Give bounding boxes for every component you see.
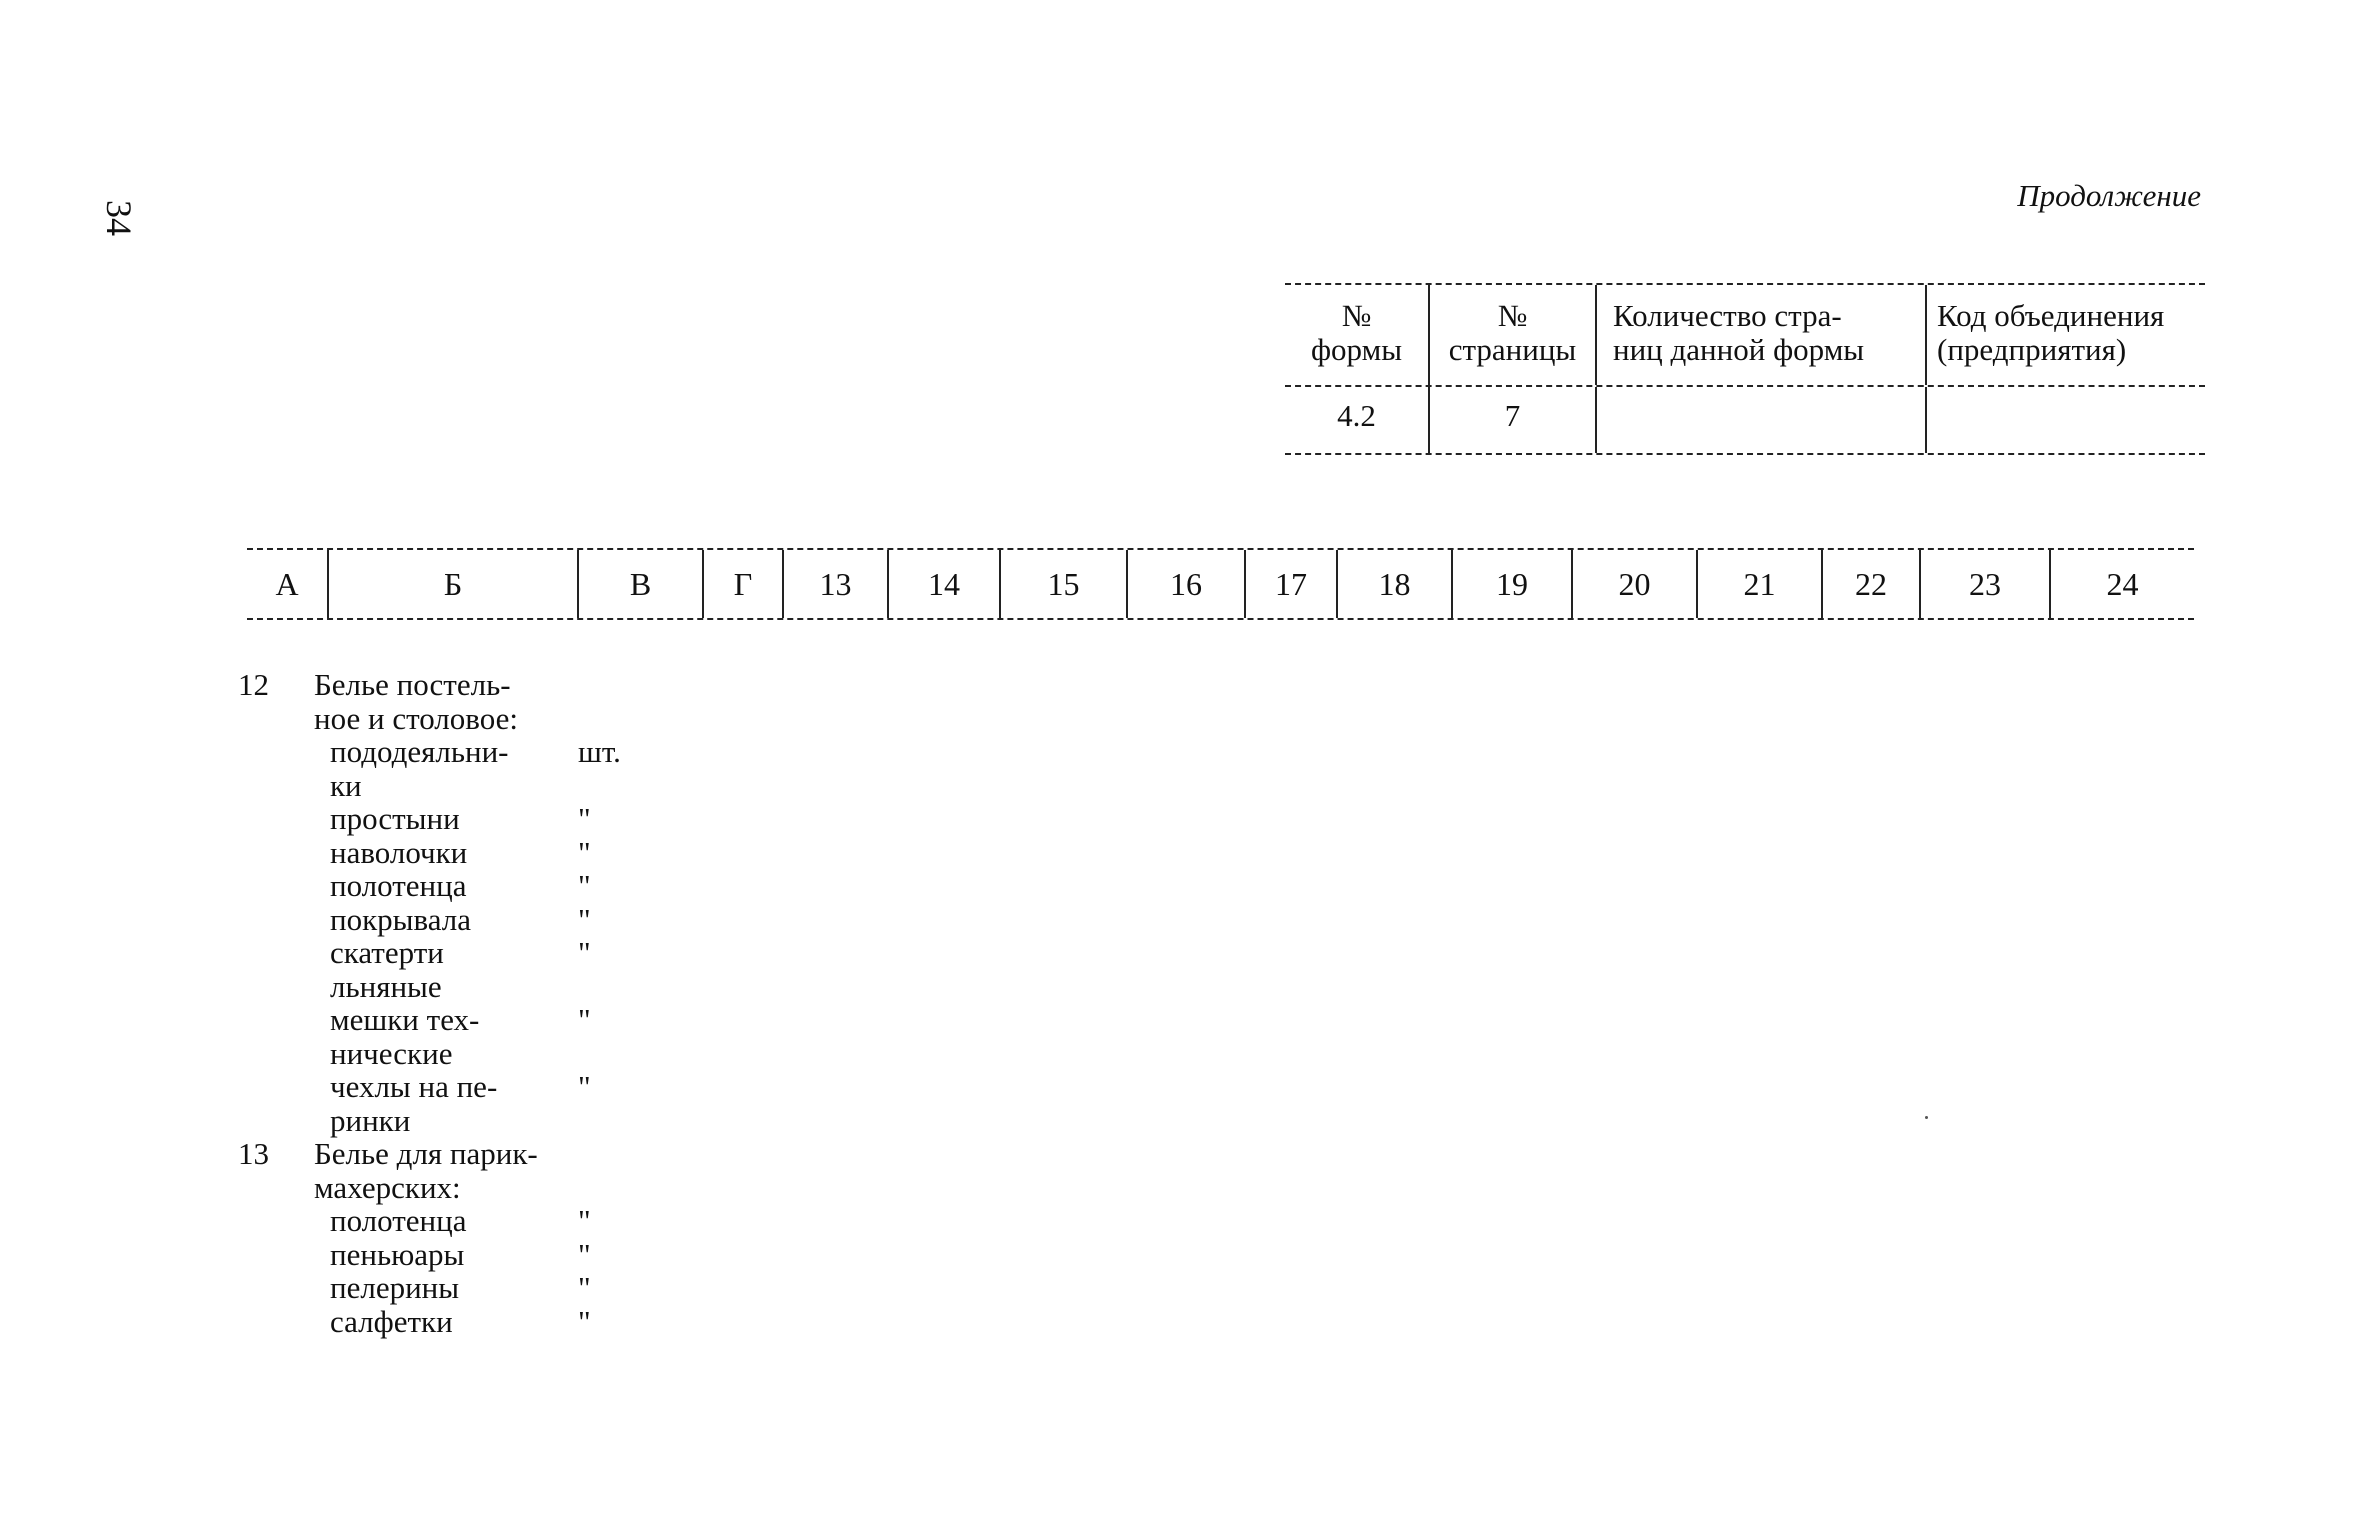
column-header: 15 <box>999 550 1126 618</box>
items-list <box>238 668 658 1338</box>
form-number-header <box>1285 285 1428 385</box>
item-name-line: пододеяльни- <box>330 734 509 769</box>
item-unit: " <box>578 868 591 903</box>
group-name <box>314 668 594 735</box>
item-row <box>238 936 658 1003</box>
item-name-line: покрывала <box>330 901 471 937</box>
item-name <box>330 836 570 870</box>
item-name-line: простыни <box>330 801 460 836</box>
column-header-row <box>247 548 2194 620</box>
item-name-line: полотенца <box>330 1203 467 1238</box>
continuation-label: Продолжение <box>2017 178 2201 213</box>
item-name <box>330 735 570 802</box>
column-header: 18 <box>1336 550 1451 618</box>
form-info-header-row <box>1285 285 2205 387</box>
item-row <box>238 1204 658 1238</box>
group-name <box>314 1137 594 1204</box>
form-number-header-line: формы <box>1310 332 1403 367</box>
item-name <box>330 936 570 1003</box>
column-header: 21 <box>1696 550 1821 618</box>
item-unit: шт. <box>578 734 621 769</box>
item-unit: " <box>578 801 591 836</box>
column-header: 22 <box>1821 550 1919 618</box>
organization-code-value <box>1925 387 2205 453</box>
item-name <box>330 1204 570 1238</box>
item-name <box>330 903 570 937</box>
item-name-line: чехлы на пе- <box>330 1069 498 1104</box>
group-name-line: ное и столовое: <box>314 700 518 736</box>
item-unit: " <box>578 834 591 870</box>
item-row <box>238 836 658 870</box>
column-header: 23 <box>1919 550 2049 618</box>
organization-code-header-line: Код объединения <box>1937 298 2165 333</box>
column-header: 17 <box>1244 550 1336 618</box>
group-row <box>238 1137 658 1204</box>
group-row <box>238 668 658 735</box>
item-name-line: полотенца <box>330 868 467 903</box>
scan-speck <box>1925 1116 1928 1119</box>
item-name-line: мешки тех- <box>330 1002 480 1037</box>
item-unit: " <box>578 935 591 970</box>
page-number-header-line: страницы <box>1448 332 1577 367</box>
item-unit: " <box>578 1303 591 1339</box>
item-name-line: пеньюары <box>330 1236 465 1272</box>
item-row <box>238 903 658 937</box>
item-row <box>238 1238 658 1272</box>
item-row <box>238 735 658 802</box>
item-row <box>238 1271 658 1305</box>
group-name-line: Белье постель- <box>314 667 511 702</box>
organization-code-header <box>1925 285 2205 385</box>
item-name <box>330 1305 570 1339</box>
group-name-line: Белье для парик- <box>314 1136 538 1171</box>
form-info-table <box>1285 283 2205 455</box>
item-name <box>330 869 570 903</box>
item-name-line: пелерины <box>330 1270 460 1305</box>
item-name <box>330 1238 570 1272</box>
form-number-value: 4.2 <box>1337 398 1376 433</box>
item-unit: " <box>578 901 591 937</box>
column-header: Б <box>327 550 577 618</box>
item-name-line: нические <box>330 1035 453 1071</box>
column-header: Г <box>702 550 782 618</box>
page-count-header <box>1595 285 1925 385</box>
item-name-line: наволочки <box>330 834 468 870</box>
column-header: 19 <box>1451 550 1571 618</box>
column-header: А <box>275 566 299 602</box>
item-unit: " <box>578 1203 591 1238</box>
item-unit: " <box>578 1236 591 1272</box>
item-name <box>330 802 570 836</box>
item-unit: " <box>578 1002 591 1037</box>
item-unit: " <box>578 1270 591 1305</box>
group-name-line: махерских: <box>314 1169 461 1205</box>
page-count-value <box>1595 387 1925 453</box>
item-row <box>238 1003 658 1070</box>
item-name <box>330 1070 570 1137</box>
item-unit: " <box>578 1069 591 1104</box>
column-header: 20 <box>1571 550 1696 618</box>
form-info-values-row <box>1285 387 2205 453</box>
item-name-line: скатерти <box>330 935 444 970</box>
item-row <box>238 869 658 903</box>
item-name <box>330 1271 570 1305</box>
column-header: 14 <box>887 550 999 618</box>
page-count-header-line: Количество стра- <box>1613 298 1842 333</box>
page-number-header <box>1428 285 1595 385</box>
item-name-line: льняные <box>330 968 442 1004</box>
item-name-line: салфетки <box>330 1303 453 1339</box>
column-header: В <box>577 550 702 618</box>
group-number: 12 <box>238 667 269 702</box>
form-number-header-line: № <box>1341 298 1372 333</box>
page-number: 34 <box>99 200 139 236</box>
column-header: 24 <box>2049 550 2194 618</box>
item-name-line: ки <box>330 767 362 803</box>
item-name-line: ринки <box>330 1102 411 1138</box>
column-header: 13 <box>782 550 887 618</box>
item-row <box>238 802 658 836</box>
organization-code-header-line: (предприятия) <box>1937 332 2127 367</box>
page-number-header-line: № <box>1497 298 1528 333</box>
item-row <box>238 1070 658 1137</box>
group-number: 13 <box>238 1136 269 1171</box>
page-count-header-line: ниц данной формы <box>1613 332 1865 367</box>
item-name <box>330 1003 570 1070</box>
column-header: 16 <box>1126 550 1244 618</box>
item-row <box>238 1305 658 1339</box>
page-number-value: 7 <box>1428 387 1595 453</box>
